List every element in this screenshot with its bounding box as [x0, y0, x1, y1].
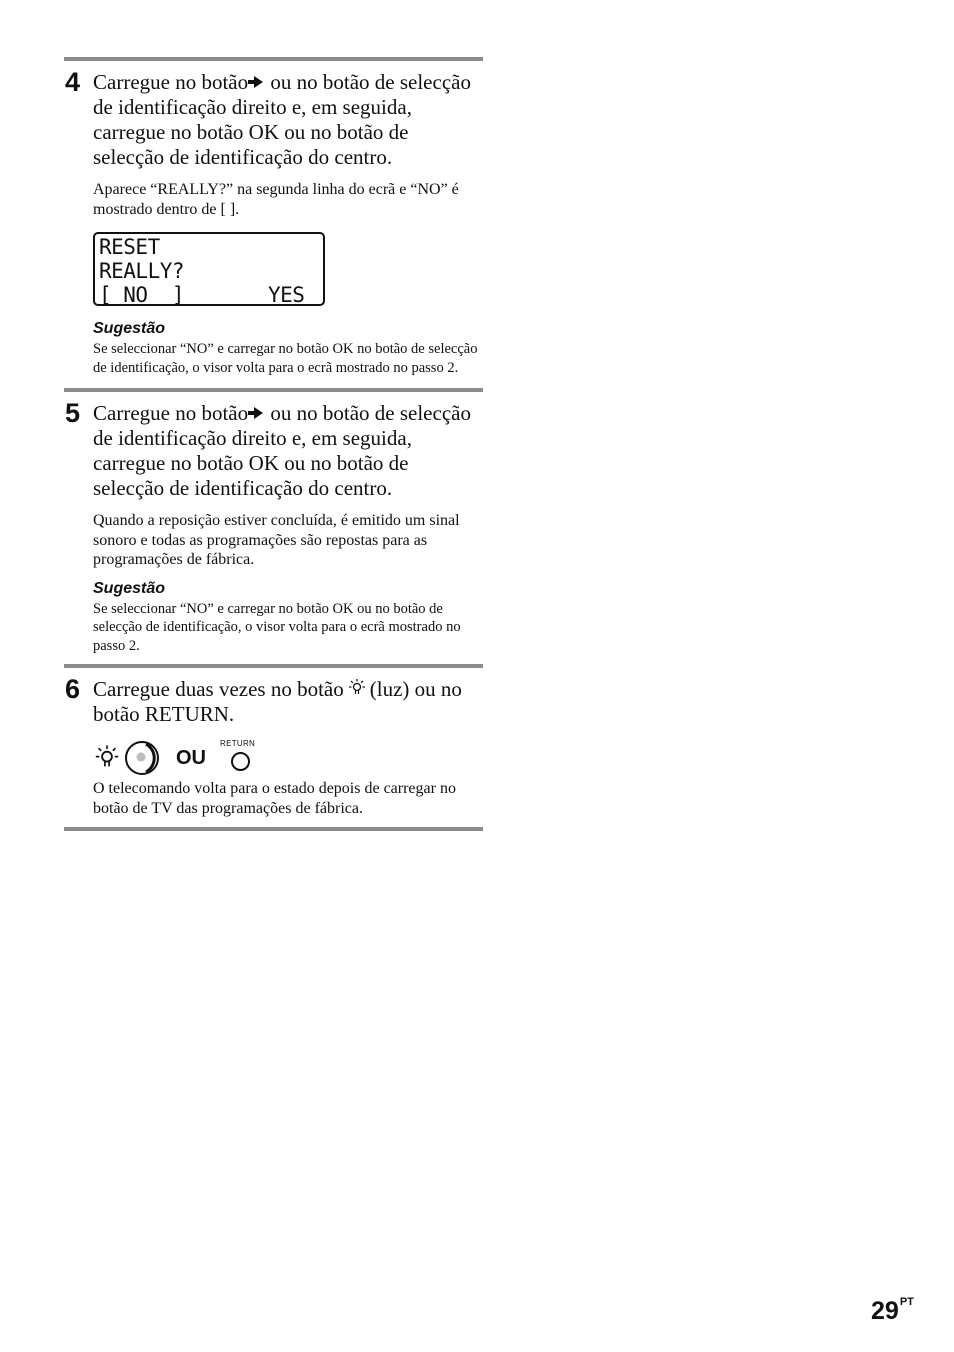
- light-bulb-icon: [93, 744, 121, 772]
- step-number: 4: [65, 67, 81, 97]
- lcd-line-1: RESET: [99, 235, 160, 259]
- tip-text: Se seleccionar “NO” e carregar no botão OK no botão de selecção de identificação, o visor volta para o ecrã mostrado no passo 2.: [93, 341, 478, 376]
- step-number: 5: [65, 398, 81, 428]
- divider: [64, 664, 483, 668]
- step-instruction: Carregue no botão ou no botão de selecção de identificação direito e, em seguida, carregue no botão OK ou no botão de selecção de identificação do centro.: [93, 401, 471, 500]
- step-instruction: Carregue duas vezes no botão (luz) ou no botão RETURN.: [93, 677, 462, 726]
- return-button-illustration: [220, 739, 260, 774]
- lcd-line-3: [ NO ]: [99, 283, 185, 307]
- lcd-yes-option: YES: [268, 283, 305, 307]
- step-4: [64, 67, 483, 377]
- return-label: RETURN: [220, 739, 256, 748]
- step-description: Aparece “REALLY?” na segunda linha do ecrã e “NO” é mostrado dentro de [ ].: [93, 181, 459, 218]
- divider: [64, 388, 483, 392]
- step-description: Quando a reposição estiver concluída, é emitido um sinal sonoro e todas as programações são repostas para as programações de fábrica.: [93, 512, 460, 568]
- divider: [64, 827, 483, 831]
- step-description: O telecomando volta para o estado depois de carregar no botão de TV das programações de fábrica.: [93, 780, 456, 817]
- lcd-line-2: REALLY?: [99, 259, 185, 283]
- right-arrow-icon: [254, 407, 263, 419]
- tip-text: Se seleccionar “NO” e carregar no botão OK ou no botão de selecção de identificação, o visor volta para o ecrã mostrado no passo 2.: [93, 600, 461, 654]
- light-button-icon: [124, 740, 160, 776]
- page-language: PT: [899, 1296, 914, 1308]
- instruction-column: [64, 57, 483, 831]
- step-instruction: Carregue no botão ou no botão de selecção de identificação direito e, em seguida, carregue no botão OK ou no botão de selecção de identificação do centro.: [93, 70, 471, 169]
- light-bulb-icon: [347, 678, 367, 698]
- return-button-icon: [231, 752, 250, 771]
- step-5: [64, 398, 483, 655]
- button-illustration: [93, 741, 483, 775]
- tip-title: Sugestão: [93, 579, 166, 597]
- step-6: [64, 674, 483, 818]
- tip-title: Sugestão: [93, 320, 166, 337]
- right-arrow-icon: [254, 76, 263, 88]
- or-label: OU: [176, 746, 206, 769]
- page-number: $29^{PT}$: [871, 1296, 914, 1325]
- lcd-display: [93, 232, 325, 306]
- step-number: 6: [65, 674, 81, 704]
- divider: [64, 57, 483, 61]
